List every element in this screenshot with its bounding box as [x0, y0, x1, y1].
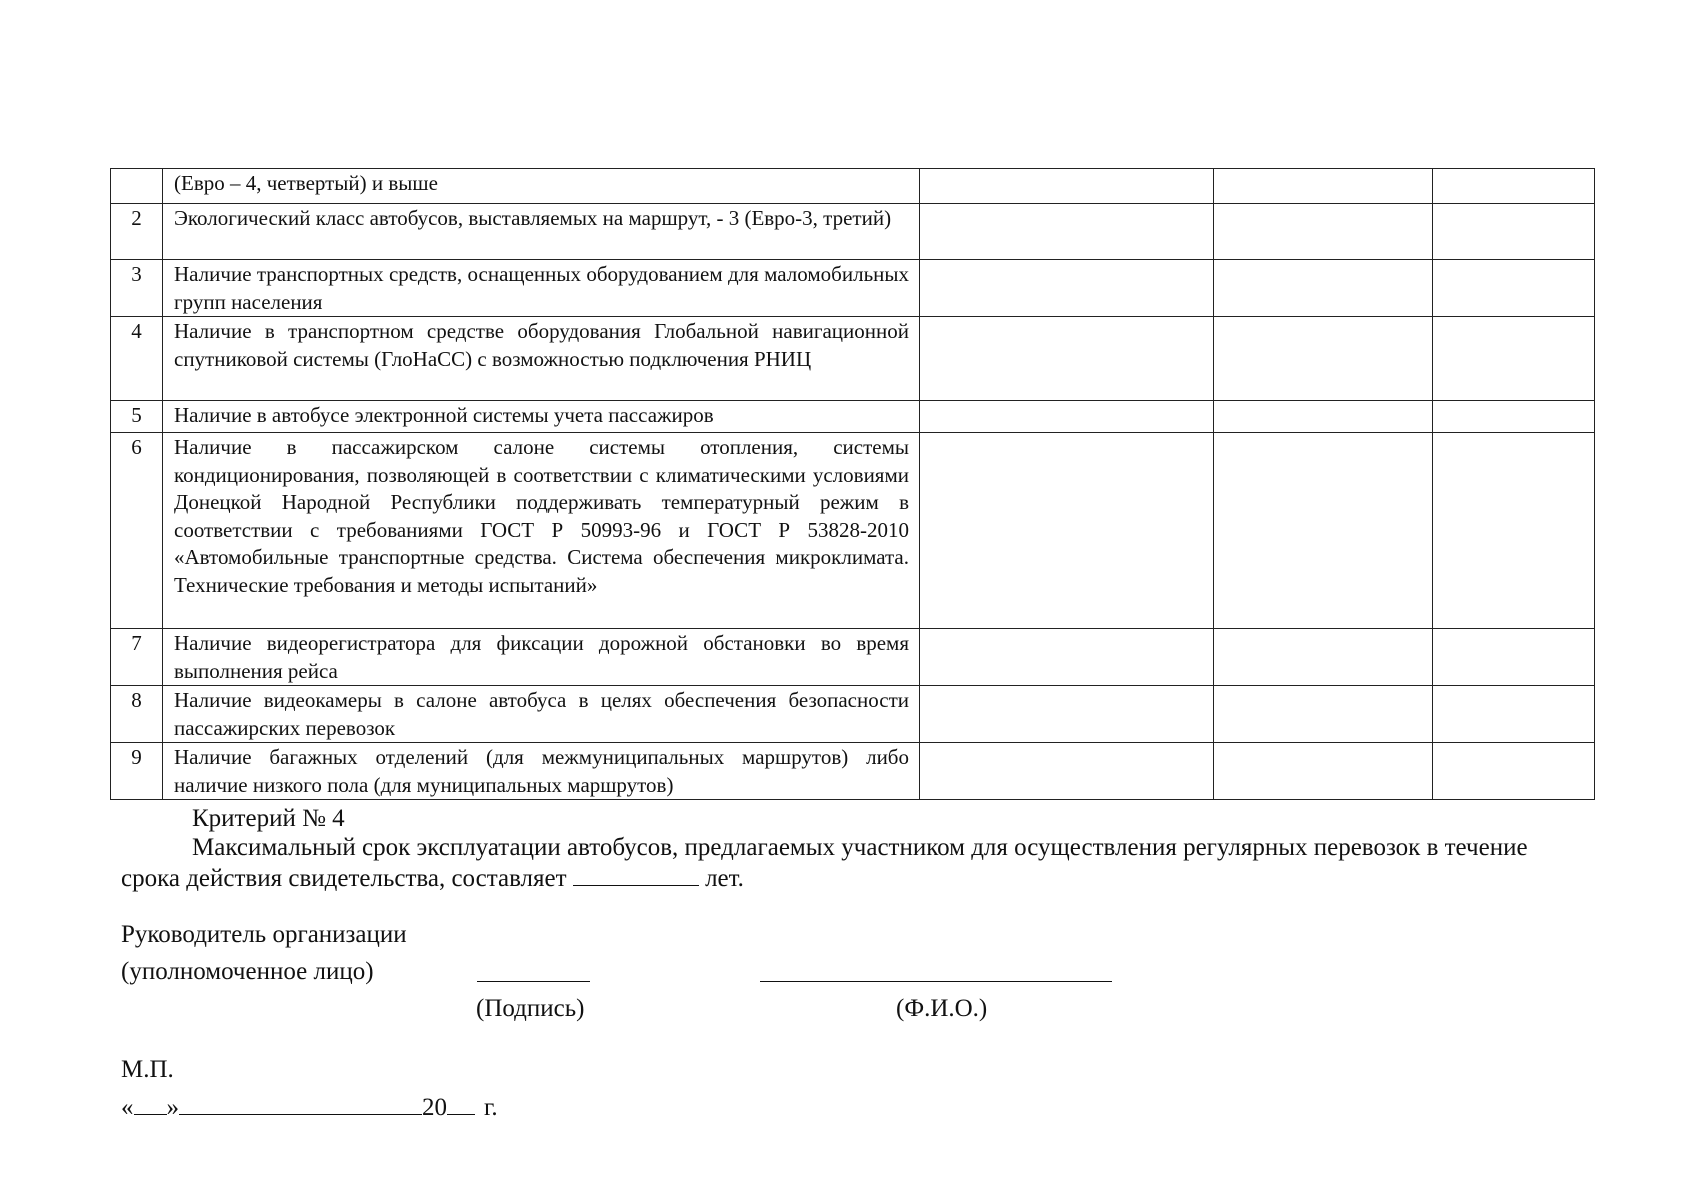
row-number: 2	[111, 204, 163, 260]
row-number: 8	[111, 686, 163, 743]
table-row	[111, 317, 1595, 401]
value-cell[interactable]	[920, 169, 1214, 204]
value-cell[interactable]	[1433, 686, 1595, 743]
signature-caption: (Подпись)	[476, 995, 585, 1022]
value-cell[interactable]	[1214, 686, 1433, 743]
criterion-description: Наличие в пассажирском салоне системы отопления, системы кондиционирования, позволяющей в соответствии с климатическими условиями Донецкой Народной Республики поддерживать температурный режим в соответствии с требованиями ГОСТ Р 50993-96 и ГОСТ Р 53828-2010 «Автомобильные транспортные средства. Система обеспечения микроклимата. Технические требования и методы испытаний»	[163, 433, 920, 629]
criterion-text-after: лет.	[705, 865, 744, 892]
criteria-table	[110, 168, 1595, 800]
value-cell[interactable]	[1214, 433, 1433, 629]
signature-title-line2: (уполномоченное лицо)	[121, 958, 374, 985]
date-open-quote: «	[121, 1094, 134, 1121]
table-row	[111, 204, 1595, 260]
stamp-mark: М.П.	[121, 1056, 174, 1083]
date-close-quote: »	[166, 1094, 179, 1121]
value-cell[interactable]	[1214, 629, 1433, 686]
criterion-description: Наличие транспортных средств, оснащенных оборудованием для маломобильных групп населения	[163, 260, 920, 317]
table-row	[111, 629, 1595, 686]
years-blank-field[interactable]	[573, 863, 699, 886]
row-number: 3	[111, 260, 163, 317]
table-row	[111, 743, 1595, 800]
criterion-description: Наличие видеокамеры в салоне автобуса в целях обеспечения безопасности пассажирских перевозок	[163, 686, 920, 743]
value-cell[interactable]	[1433, 317, 1595, 401]
criterion-description: Наличие в транспортном средстве оборудования Глобальной навигационной спутниковой системы (ГлоНаСС) с возможностью подключения РНИЦ	[163, 317, 920, 401]
fio-line[interactable]	[760, 981, 1112, 982]
value-cell[interactable]	[920, 204, 1214, 260]
row-number: 6	[111, 433, 163, 629]
date-day-field[interactable]	[134, 1092, 167, 1115]
value-cell[interactable]	[1433, 433, 1595, 629]
table-row	[111, 686, 1595, 743]
value-cell[interactable]	[920, 743, 1214, 800]
value-cell[interactable]	[1214, 401, 1433, 433]
value-cell[interactable]	[920, 317, 1214, 401]
value-cell[interactable]	[1433, 169, 1595, 204]
value-cell[interactable]	[920, 433, 1214, 629]
value-cell[interactable]	[920, 629, 1214, 686]
value-cell[interactable]	[1214, 317, 1433, 401]
row-number	[111, 169, 163, 204]
date-year-prefix: 20	[422, 1094, 447, 1121]
date-year-field[interactable]	[447, 1092, 475, 1115]
value-cell[interactable]	[1433, 629, 1595, 686]
criterion-description: Экологический класс автобусов, выставляемых на маршрут, - 3 (Евро-3, третий)	[163, 204, 920, 260]
value-cell[interactable]	[1433, 260, 1595, 317]
signature-line[interactable]	[477, 981, 590, 982]
table-row	[111, 169, 1595, 204]
value-cell[interactable]	[1214, 743, 1433, 800]
criterion-description: Наличие в автобусе электронной системы учета пассажиров	[163, 401, 920, 433]
date-line	[121, 1092, 498, 1123]
criterion-description: Наличие видеорегистратора для фиксации дорожной обстановки во время выполнения рейса	[163, 629, 920, 686]
row-number: 5	[111, 401, 163, 433]
row-number: 4	[111, 317, 163, 401]
row-number: 7	[111, 629, 163, 686]
signature-title-line1: Руководитель организации	[121, 921, 407, 948]
value-cell[interactable]	[1214, 204, 1433, 260]
criterion-title: Критерий № 4	[192, 805, 345, 832]
value-cell[interactable]	[920, 686, 1214, 743]
fio-caption: (Ф.И.О.)	[896, 995, 988, 1022]
criterion-description: Наличие багажных отделений (для межмуниципальных маршрутов) либо наличие низкого пола (для муниципальных маршрутов)	[163, 743, 920, 800]
value-cell[interactable]	[1433, 401, 1595, 433]
table-row	[111, 260, 1595, 317]
criterion-text: Максимальный срок эксплуатации автобусов, предлагаемых участником для осуществления регулярных перевозок в течение срока действия свидетельства, составляет	[121, 834, 1528, 892]
row-number: 9	[111, 743, 163, 800]
table-row	[111, 433, 1595, 629]
value-cell[interactable]	[1433, 204, 1595, 260]
value-cell[interactable]	[920, 401, 1214, 433]
table-row	[111, 401, 1595, 433]
value-cell[interactable]	[1214, 169, 1433, 204]
date-year-suffix: г.	[484, 1094, 498, 1121]
value-cell[interactable]	[1214, 260, 1433, 317]
criterion-description: (Евро – 4, четвертый) и выше	[163, 169, 920, 204]
criterion-paragraph	[121, 832, 1585, 894]
value-cell[interactable]	[920, 260, 1214, 317]
value-cell[interactable]	[1433, 743, 1595, 800]
date-month-field[interactable]	[179, 1092, 422, 1115]
